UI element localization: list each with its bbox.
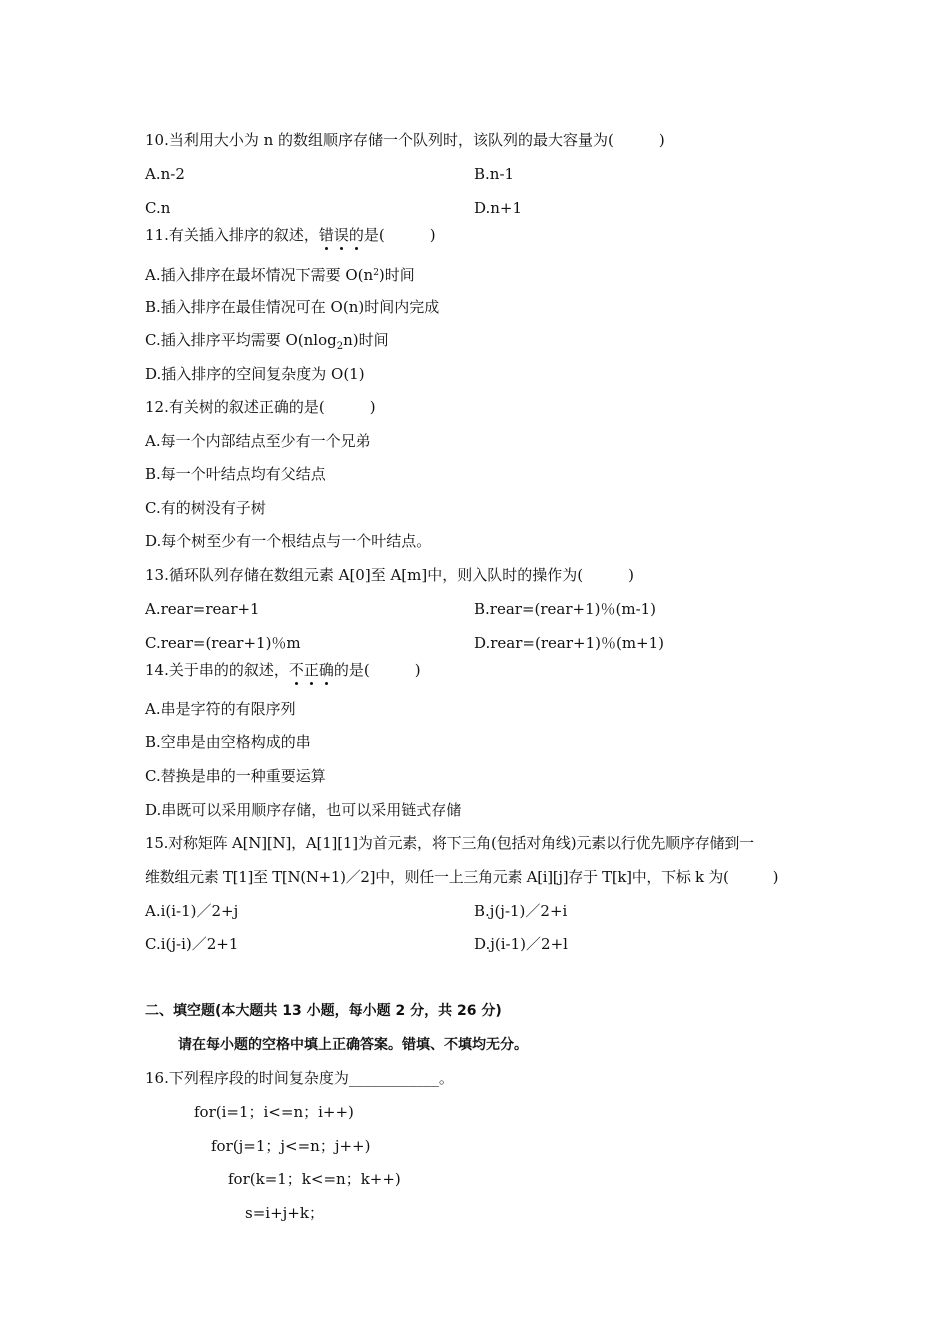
- q11-option-a: A.插入排序在最坏情况下需要 $O(n^2)$时间: [145, 266, 415, 284]
- q11-emphasis-3: 的: [348, 226, 364, 244]
- q16-code-line3: for(k=1；k<=n；k++): [228, 1170, 401, 1188]
- q14-emphasis-3: 确: [318, 661, 334, 679]
- q11-emphasis-1: 错: [318, 226, 334, 244]
- q14-option-a: A.串是字符的有限序列: [145, 700, 296, 718]
- q12-option-c: C.有的树没有子树: [145, 499, 266, 517]
- q14-emphasis-2: 正: [303, 661, 319, 679]
- q14-option-d: D.串既可以采用顺序存储，也可以采用链式存储: [145, 801, 462, 819]
- q14-stem: 14.关于串的的叙述，不正确的是( ): [145, 661, 421, 679]
- section2-title: 二、填空题(本大题共 13 小题，每小题 2 分，共 26 分): [145, 1003, 502, 1019]
- q10-option-d: D.n+1: [474, 199, 523, 217]
- q14-option-c: C.替换是串的一种重要运算: [145, 767, 326, 785]
- q16-code-line4: s=i+j+k；: [245, 1204, 324, 1222]
- q11-stem: 11.有关插入排序的叙述，错误的是( ): [145, 226, 436, 244]
- q14-option-b: B.空串是由空格构成的串: [145, 733, 311, 751]
- q15-option-b: B.j(j-1)／2+i: [474, 902, 568, 920]
- q10-stem: 10.当利用大小为 n 的数组顺序存储一个队列时，该队列的最大容量为( ): [145, 131, 665, 149]
- q13-option-b: B.rear=(rear+1)％(m-1): [474, 600, 657, 618]
- q12-stem: 12.有关树的叙述正确的是( ): [145, 398, 376, 416]
- q15-stem-line1: 15.对称矩阵 A[N][N]，A[1][1]为首元素，将下三角(包括对角线)元素以行优先顺序存储到一: [145, 834, 754, 852]
- q10-option-a: A.n-2: [145, 165, 185, 183]
- q14-emphasis-1: 不: [288, 661, 304, 679]
- q11-emphasis-2: 误: [333, 226, 349, 244]
- q12-option-d: D.每个树至少有一个根结点与一个叶结点。: [145, 532, 432, 550]
- q11-option-b: B.插入排序在最佳情况可在 O(n)时间内完成: [145, 298, 440, 316]
- q16-code-line1: for(i=1；i<=n；i++): [194, 1103, 354, 1121]
- q11-option-d: D.插入排序的空间复杂度为 O(1): [145, 365, 365, 383]
- section2-instruction: 请在每小题的空格中填上正确答案。错填、不填均无分。: [178, 1037, 528, 1053]
- q11-option-c: C.插入排序平均需要 O(nlog$_2$n)时间: [145, 331, 389, 352]
- q15-option-a: A.i(i-1)／2+j: [145, 902, 239, 920]
- q10-option-b: B.n-1: [474, 165, 515, 183]
- q16-code-line2: for(j=1；j<=n；j++): [211, 1137, 371, 1155]
- q12-option-a: A.每一个内部结点至少有一个兄弟: [145, 432, 371, 450]
- q15-option-c: C.i(j-i)／2+1: [145, 935, 239, 953]
- q15-stem-line2: 维数组元素 T[1]至 T[N(N+1)／2]中，则任一上三角元素 A[i][j]存于 T[k]中，下标 k 为( ): [145, 868, 779, 886]
- q13-option-c: C.rear=(rear+1)％m: [145, 634, 301, 652]
- q10-option-c: C.n: [145, 199, 171, 217]
- q16-stem: 16.下列程序段的时间复杂度为____________。: [145, 1069, 454, 1087]
- q13-stem: 13.循环队列存储在数组元素 A[0]至 A[m]中，则入队时的操作为( ): [145, 566, 634, 584]
- q13-option-d: D.rear=(rear+1)％(m+1): [474, 634, 665, 652]
- q12-option-b: B.每一个叶结点均有父结点: [145, 465, 326, 483]
- q13-option-a: A.rear=rear+1: [145, 600, 260, 618]
- q15-option-d: D.j(i-1)／2+l: [474, 935, 568, 953]
